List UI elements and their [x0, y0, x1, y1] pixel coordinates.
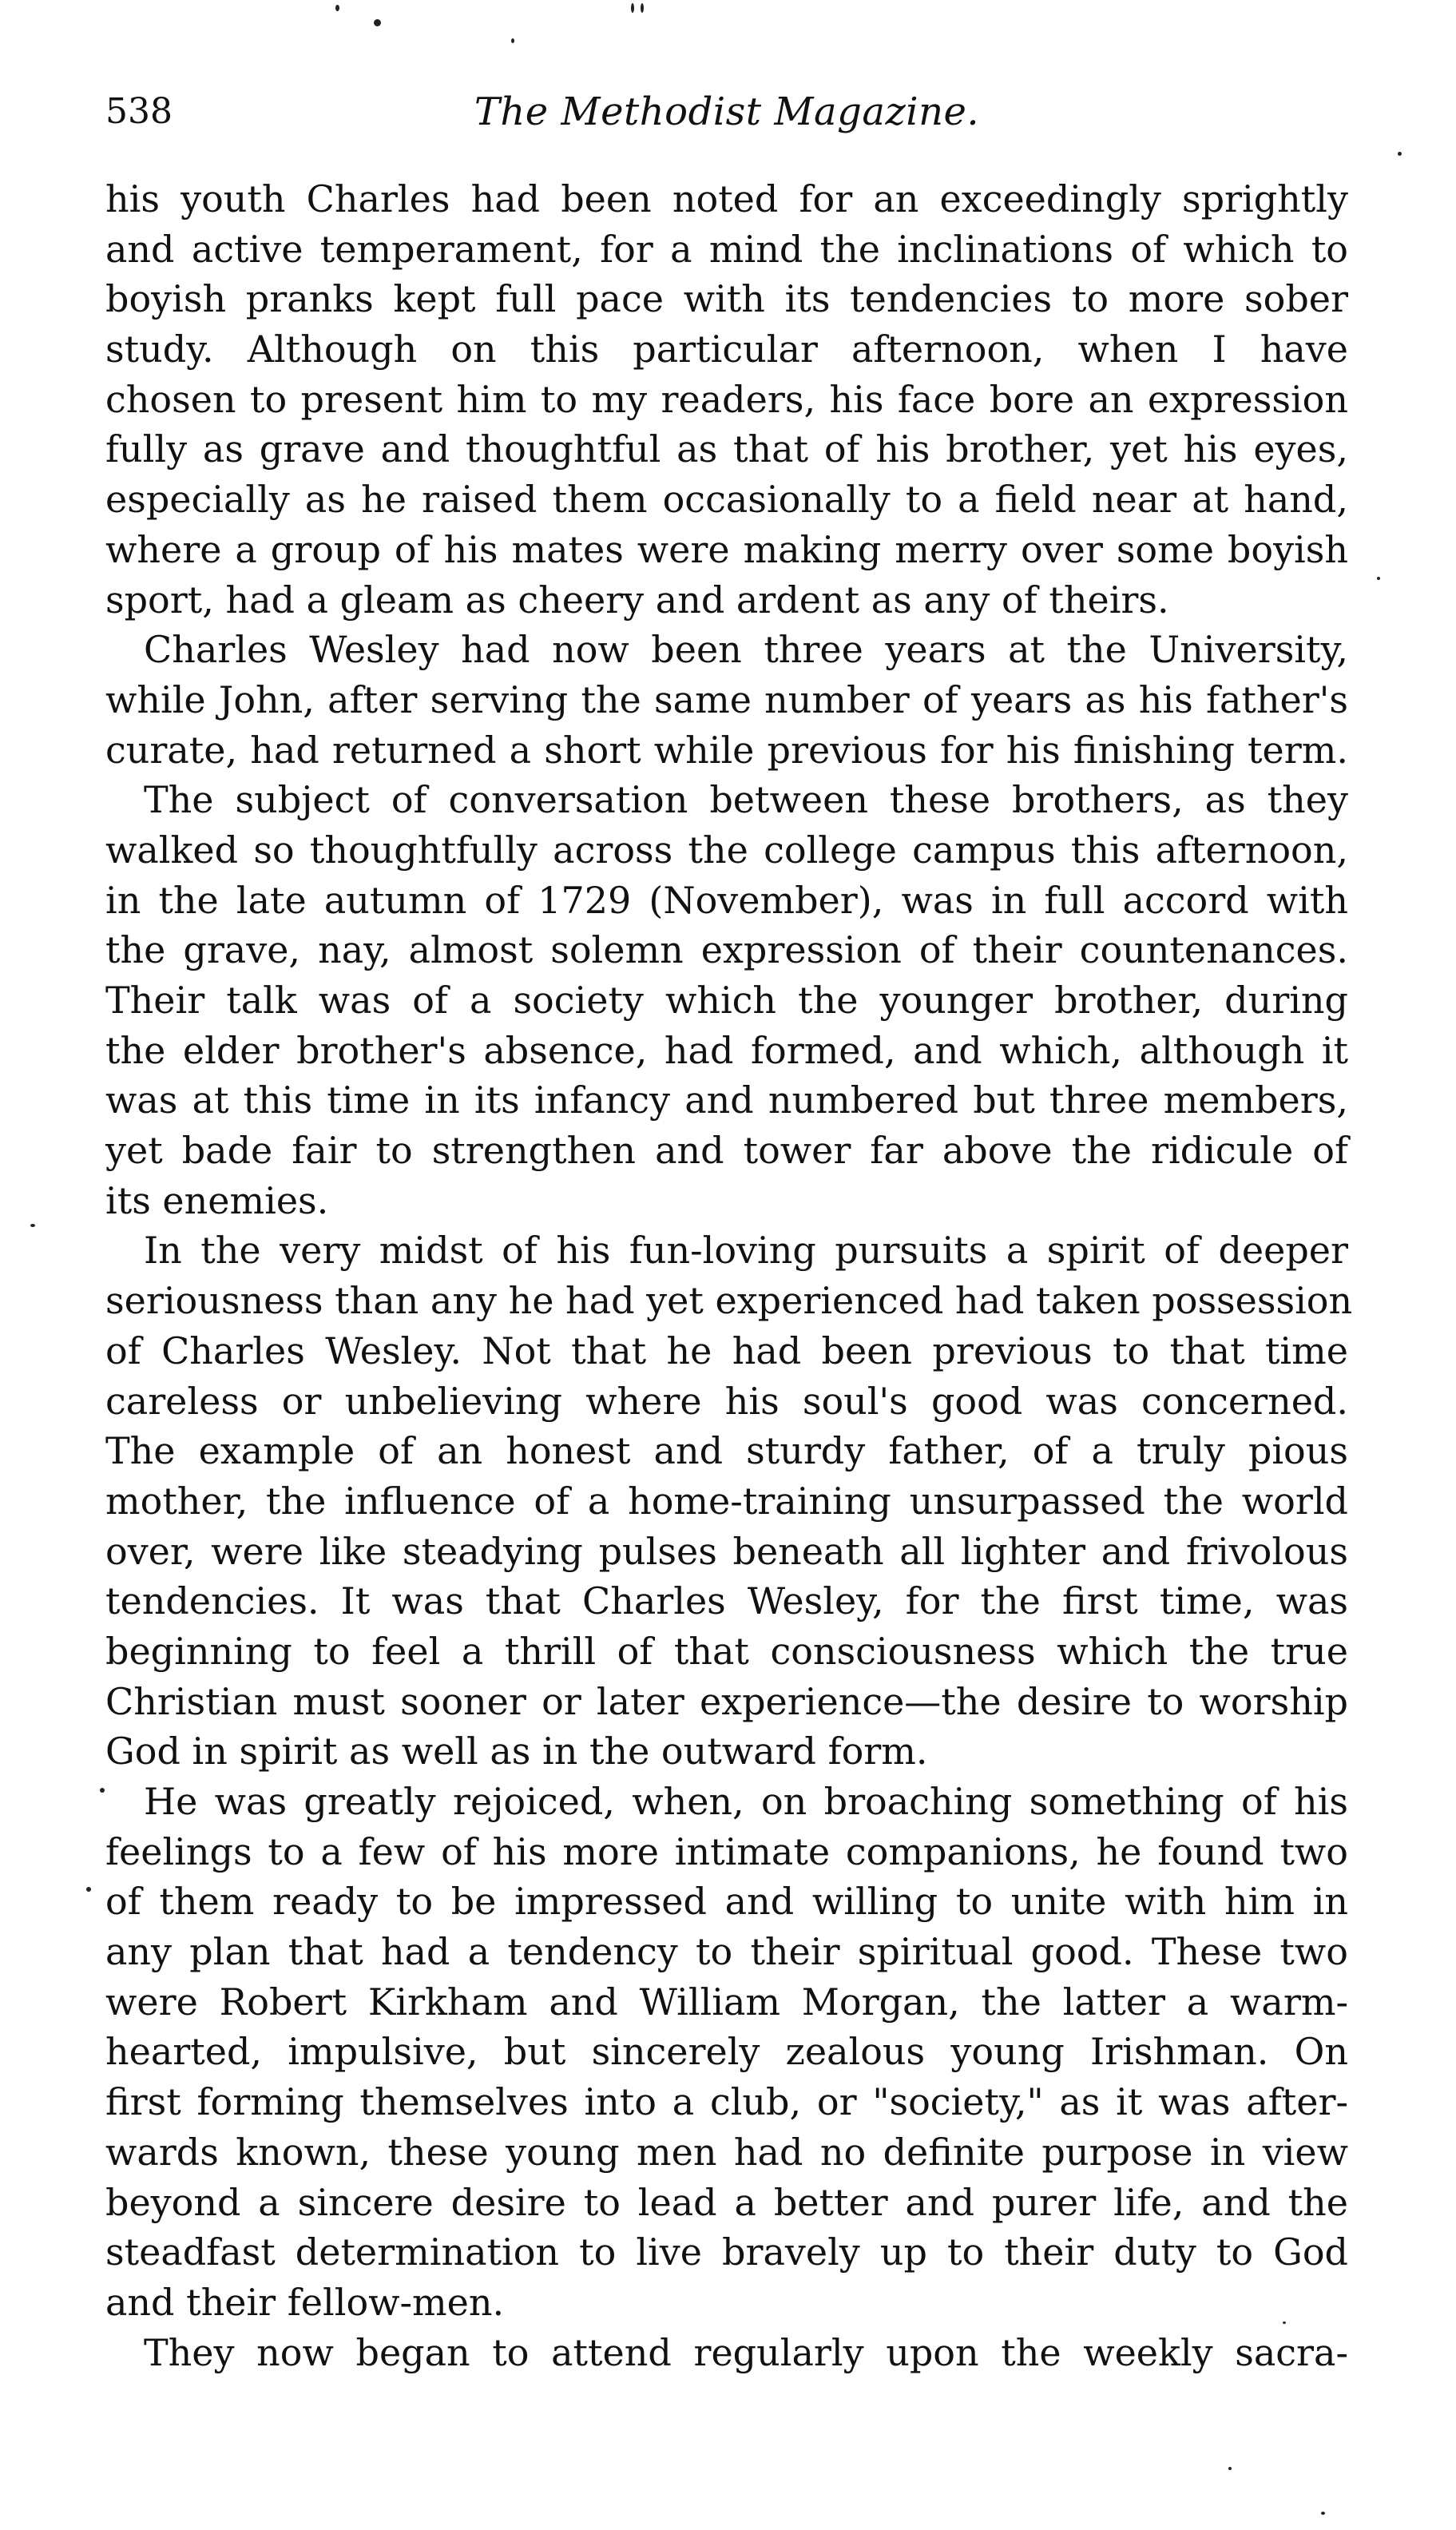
- text-line: of them ready to be impressed and willing to unite with him in: [105, 1880, 1348, 1924]
- paragraph-first-line: The subject of conversation between these brothers, as they: [144, 778, 1348, 822]
- scan-speck: [100, 1788, 105, 1793]
- running-title: The Methodist Magazine.: [474, 89, 980, 134]
- text-line: tendencies. It was that Charles Wesley, for the first time, was: [105, 1579, 1348, 1623]
- text-line: mother, the influence of a home-training unsurpassed the world: [105, 1479, 1348, 1523]
- page-number: 538: [105, 91, 173, 132]
- scan-speck: [1377, 577, 1380, 580]
- text-line: steadfast determination to live bravely up to their duty to God: [105, 2230, 1348, 2274]
- scan-speck: [30, 1224, 35, 1227]
- text-line: of Charles Wesley. Not that he had been previous to that time: [105, 1329, 1348, 1372]
- paragraph-first-line: Charles Wesley had now been three years at the University,: [144, 628, 1348, 672]
- text-line: careless or unbelieving where his soul's good was concerned.: [105, 1379, 1348, 1423]
- text-line: over, were like steadying pulses beneath all lighter and frivolous: [105, 1529, 1348, 1573]
- text-line: were Robert Kirkham and William Morgan, the latter a warm-: [105, 1980, 1348, 2024]
- text-line: Christian must sooner or later experience—the desire to worship: [105, 1679, 1348, 1723]
- text-line: Their talk was of a society which the younger brother, during: [105, 979, 1348, 1022]
- paragraph-first-line: In the very midst of his fun-loving pursuits a spirit of deeper: [144, 1229, 1348, 1273]
- page-header: [105, 89, 1348, 145]
- text-line: especially as he raised them occasionally to a field near at hand,: [105, 478, 1348, 522]
- text-line: curate, had returned a short while previous for his finishing term.: [105, 728, 1348, 772]
- text-line: chosen to present him to my readers, his face bore an expression: [105, 377, 1348, 421]
- scan-speck: [511, 38, 514, 43]
- text-line: in the late autumn of 1729 (November), was in full accord with: [105, 878, 1348, 922]
- paragraph-first-line: They now began to attend regularly upon the weekly sacra-: [144, 2330, 1348, 2374]
- text-line: sport, had a gleam as cheery and ardent as any of theirs.: [105, 578, 1169, 622]
- text-line: hearted, impulsive, but sincerely zealous young Irishman. On: [105, 2030, 1348, 2074]
- text-line: the grave, nay, almost solemn expression of their countenances.: [105, 928, 1348, 972]
- scan-speck: [374, 19, 381, 26]
- text-line: fully as grave and thoughtful as that of his brother, yet his eyes,: [105, 427, 1348, 471]
- scan-speck: [335, 5, 339, 11]
- scan-speck: [631, 3, 634, 13]
- scan-speck: [1228, 2467, 1232, 2470]
- scan-speck: [641, 3, 644, 13]
- text-line: and their fellow-men.: [105, 2280, 505, 2324]
- text-line: study. Although on this particular afternoon, when I have: [105, 328, 1348, 371]
- body-text: [105, 174, 1353, 2377]
- text-line: its enemies.: [105, 1178, 329, 1222]
- text-line: beginning to feel a thrill of that consciousness which the true: [105, 1629, 1348, 1673]
- text-line: was at this time in its infancy and numbered but three members,: [105, 1078, 1348, 1122]
- paragraph-first-line: He was greatly rejoiced, when, on broaching something of his: [144, 1780, 1348, 1823]
- scan-speck: [86, 1887, 91, 1892]
- text-line: while John, after serving the same number of years as his father's: [105, 677, 1348, 721]
- text-line: first forming themselves into a club, or "society," as it was after-: [105, 2080, 1348, 2124]
- text-line: feelings to a few of his more intimate companions, he found two: [105, 1829, 1348, 1873]
- scan-speck: [1321, 2512, 1325, 2515]
- text-line: the elder brother's absence, had formed, and which, although it: [105, 1028, 1348, 1072]
- text-line: seriousness than any he had yet experienced had taken possession: [105, 1279, 1353, 1323]
- text-line: his youth Charles had been noted for an exceedingly sprightly: [105, 177, 1348, 220]
- scan-speck: [1398, 152, 1402, 156]
- scan-speck: [1283, 2321, 1286, 2324]
- text-line: The example of an honest and sturdy father, of a truly pious: [105, 1429, 1348, 1473]
- text-line: and active temperament, for a mind the inclinations of which to: [105, 227, 1348, 271]
- text-line: where a group of his mates were making merry over some boyish: [105, 527, 1348, 571]
- text-line: God in spirit as well as in the outward form.: [105, 1730, 928, 1773]
- text-line: beyond a sincere desire to lead a better and purer life, and the: [105, 2180, 1348, 2224]
- text-line: any plan that had a tendency to their spiritual good. These two: [105, 1930, 1348, 1974]
- text-line: boyish pranks kept full pace with its tendencies to more sober: [105, 277, 1348, 321]
- text-line: walked so thoughtfully across the college campus this afternoon,: [105, 828, 1348, 872]
- text-line: yet bade fair to strengthen and tower far above the ridicule of: [105, 1129, 1348, 1173]
- text-line: wards known, these young men had no definite purpose in view: [105, 2130, 1348, 2174]
